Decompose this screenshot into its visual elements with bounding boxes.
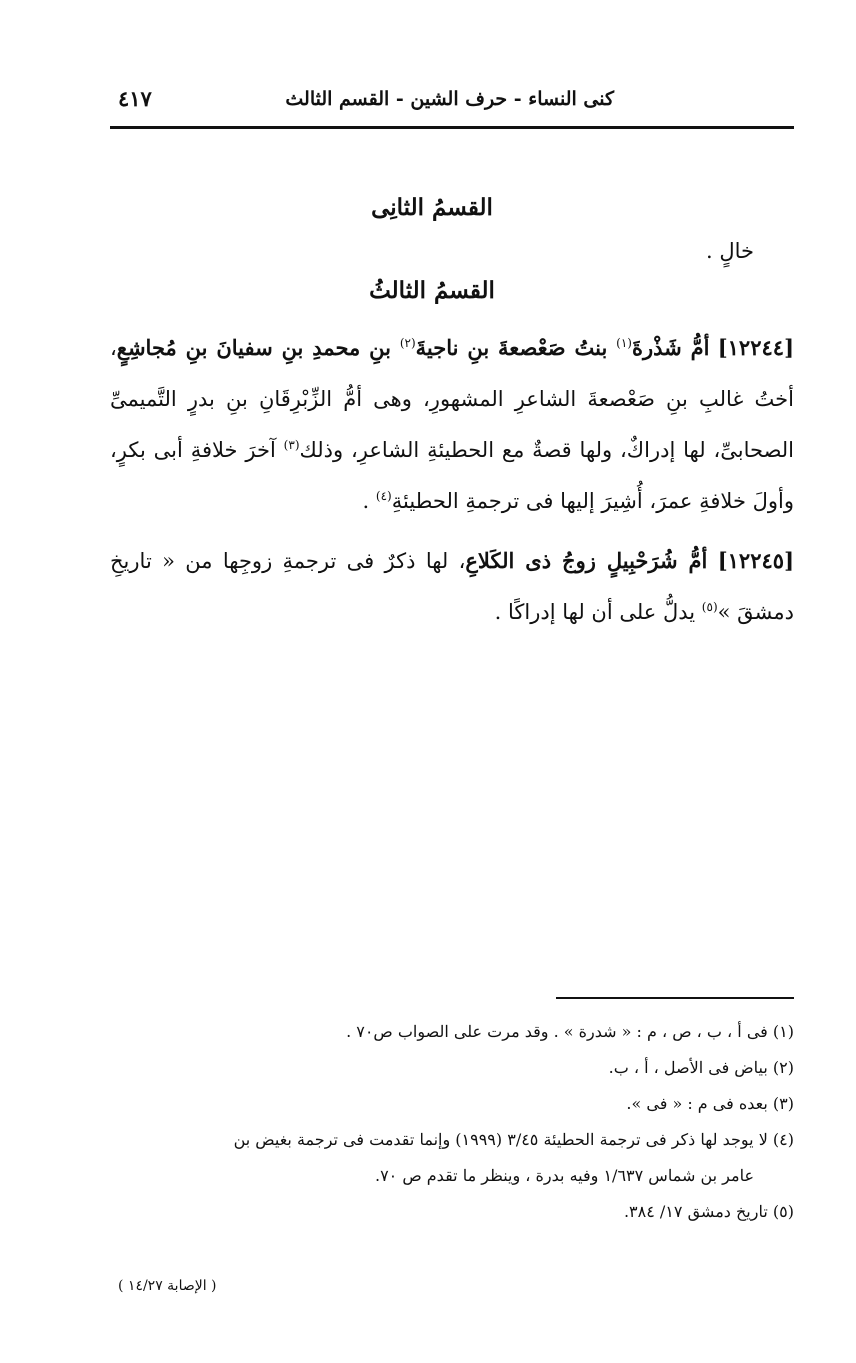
entry-text-cont: آخرَ خلافةِ أبى بكرٍ، وأولَ خلافةِ عمرَ، أُشِيرَ إليها فى ترجمةِ الحطيئةِ bbox=[110, 438, 794, 513]
footnote-mark: (٤) bbox=[375, 489, 392, 503]
footnote-label: (١) bbox=[772, 1022, 794, 1041]
footnote-5 bbox=[110, 1194, 794, 1230]
footnote-mark: (٥) bbox=[701, 600, 718, 614]
header-rule bbox=[110, 126, 794, 129]
section-heading-second: القسمُ الثانِى bbox=[371, 194, 493, 221]
footnote-1 bbox=[110, 1014, 794, 1050]
entry-end: . bbox=[362, 489, 376, 513]
entry-text: ، لها ذكرٌ فى ترجمةِ زوجِها من « تاريخِ دمشقَ » bbox=[110, 549, 794, 624]
section-second-text: خالٍ . bbox=[706, 239, 754, 263]
entry-number: [١٢٢٤٥] bbox=[717, 548, 794, 573]
section-heading-third: القسمُ الثالثُ bbox=[369, 277, 495, 304]
footnote-text: بعده فى م : « فى ». bbox=[626, 1094, 768, 1113]
entry-12244 bbox=[110, 322, 794, 527]
entry-lineage: بنتُ صَعْصعةَ بنِ ناجيةَ bbox=[415, 335, 617, 360]
footnote-2 bbox=[110, 1050, 794, 1086]
entry-name: أمُّ شُرَحْبِيلٍ زوجُ ذى الكَلاعِ bbox=[465, 548, 708, 573]
footnote-text: تاريخ دمشق ١٧/ ٣٨٤. bbox=[623, 1202, 768, 1221]
main-text bbox=[110, 180, 794, 638]
footnote-3 bbox=[110, 1086, 794, 1122]
footnote-label: (٥) bbox=[772, 1202, 794, 1221]
entry-name: أمُّ شَذْرةَ bbox=[631, 335, 710, 360]
footnote-text: لا يوجد لها ذكر فى ترجمة الحطيئة ٣/٤٥ (١٩٩٩) وإنما تقدمت فى ترجمة بغيض بن bbox=[233, 1130, 768, 1149]
printer-signature: ( الإصابة ١٤/٢٧ ) bbox=[118, 1278, 217, 1294]
entry-text-cont: يدلُّ على أن لها إدراكًا . bbox=[494, 600, 702, 624]
entry-12245 bbox=[110, 535, 794, 638]
footnote-text: فى أ ، ب ، ص ، م : « شدرة » . وقد مرت على الصواب ص٧٠ . bbox=[346, 1022, 768, 1041]
footnote-mark: (٢) bbox=[399, 336, 416, 350]
entry-lineage-cont: بنِ محمدِ بنِ سفيانَ بنِ مُجاشِعٍ bbox=[116, 335, 400, 360]
footnote-rule bbox=[556, 997, 794, 999]
footnotes bbox=[110, 1014, 794, 1230]
footnote-mark: (٣) bbox=[283, 438, 300, 452]
page-number: ٤١٧ bbox=[118, 86, 152, 111]
footnote-label: (٤) bbox=[772, 1130, 794, 1149]
footnote-label: (٣) bbox=[772, 1094, 794, 1113]
footnote-text: بياض فى الأصل ، أ ، ب. bbox=[608, 1058, 768, 1077]
running-title: كنى النساء - حرف الشين - القسم الثالث bbox=[285, 88, 614, 110]
footnote-mark: (١) bbox=[616, 336, 632, 350]
entry-number: [١٢٢٤٤] bbox=[717, 335, 794, 360]
footnote-label: (٢) bbox=[772, 1058, 794, 1077]
running-header bbox=[110, 84, 794, 118]
footnote-4 bbox=[110, 1122, 794, 1194]
footnote-text-cont: عامر بن شماس ١/٦٣٧ وفيه بدرة ، وينظر ما تقدم ص ٧٠. bbox=[374, 1166, 754, 1185]
entry-text: ، أختُ غالبِ بنِ صَعْصعةَ الشاعرِ المشهورِ، وهى أمُّ الزِّبْرِقَانِ بنِ بدرٍ التَّميمىِّ الصحابىِّ، لها إدراكٌ، ولها قصةٌ مع الحطيئةِ الشاعرِ، وذلك bbox=[110, 336, 795, 462]
